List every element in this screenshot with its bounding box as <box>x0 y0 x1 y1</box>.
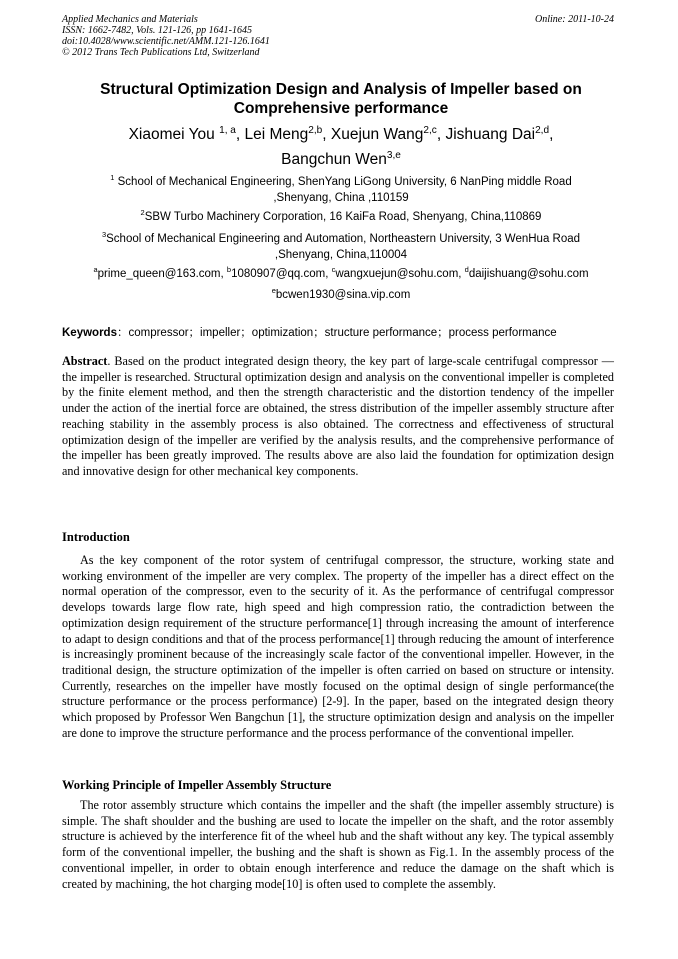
email-address: 1080907@qq.com, <box>231 268 329 280</box>
author-affiliation-mark: 2,d <box>535 124 550 136</box>
author-affiliation-mark: 1, a <box>219 124 236 136</box>
email-mark: e <box>271 286 276 296</box>
affiliation <box>62 174 620 206</box>
section-body <box>62 798 614 892</box>
online-date: Online: 2011-10-24 <box>535 14 614 25</box>
email-address: daijishuang@sohu.com <box>468 268 589 280</box>
affiliation <box>62 231 620 263</box>
affiliation-mark: 1 <box>110 173 115 183</box>
section-heading: Introduction <box>62 530 130 544</box>
author-name: Jishuang Dai <box>445 126 536 143</box>
abstract <box>62 354 614 480</box>
paper-title: Structural Optimization Design and Analysis of Impeller based on Comprehensive performance <box>100 81 582 117</box>
affiliation-mark: 2 <box>140 208 145 218</box>
affiliation-text: SBW Turbo Machinery Corporation, 16 KaiFa Road, Shenyang, China,110869 <box>144 211 542 223</box>
author-name: Xiaomei You <box>128 126 215 143</box>
email-mark: c <box>331 265 336 275</box>
author-name: Lei Meng <box>244 126 309 143</box>
paragraph: As the key component of the rotor system of centrifugal compressor, the structure, working state and working environment of the impeller are very complex. The property of the impeller has a direct effect on the normal operation of the compressor, even to the security of it. As the performance of centrifugal compressor develops towards large flow rate, high speed and high compression ratio, the contradiction between the optimization design requirement of the structure performance[1] through increasing the amount of interference to adapt to design conditions and that of the process performance[1] through reducing the amount of interference is increasingly prominent because of the increasingly scale factor of the conventional impeller. However, in the traditional design, the structure optimization of the impeller is often carried on based on structure or intensity. Currently, researches on the impeller have mostly focused on the optimal design of single performance(the structure performance or the process performance) [2-9]. In the paper, based on the integrated design theory which proposed by Professor Wen Bangchun [1], the structure optimization design and analysis on the impeller are done to improve the structure performance and the process performance of the conventional impeller. <box>62 553 614 740</box>
affiliation-mark: 3 <box>101 230 107 240</box>
email-list <box>62 266 620 282</box>
email-address: prime_queen@163.com, <box>97 268 224 280</box>
author-affiliation-mark: 2,b <box>308 124 323 136</box>
section-body <box>62 553 614 741</box>
abstract-label: Abstract <box>62 354 108 368</box>
email-mark: b <box>226 265 232 275</box>
email-list <box>62 287 620 303</box>
keywords-text: ：compressor；impeller；optimization；structure performance；process performance <box>116 327 557 339</box>
journal-name: Applied Mechanics and Materials <box>62 14 198 25</box>
email-address: bcwen1930@sina.vip.com <box>275 289 411 301</box>
author-name: Xuejun Wang <box>330 126 424 143</box>
author-list: Xiaomei You $^{1, a}$, Lei Meng$^{2,b}$, Xuejun Wang$^{2,c}$, Jishuang Dai$^{2,d}$, Bangchun Wen$^{3,e}$ <box>128 124 554 168</box>
paragraph: The rotor assembly structure which contains the impeller and the shaft (the impeller assembly structure) is simple. The shaft shoulder and the bushing are used to locate the impeller on the shaft, and the rotor assembly structure is achieved by the interference fit of the wheel hub and the shaft without any key. The typical assembly form of the conventional impeller, the bushing and the shaft is shown as Fig.1. In the assembly process of the conventional impeller, in order to obtain enough interference and reduce the damage on the shaft which is created by machining, the hot charging mode[10] is often used to complete the assembly. <box>62 798 614 891</box>
author-affiliation-mark: 2,c <box>423 124 437 136</box>
author-affiliation-mark: 3,e <box>386 149 401 161</box>
abstract-text: . Based on the product integrated design theory, the key part of large-scale centrifugal compressor — the impeller is researched. Structural optimization design and analysis on the conventional impeller is completed by the finite element method, and then the strength characteristic and the distortion tendency of the impeller under the action of the inertial force are obtained, the stress distribution of the impeller assembly structure after reaching stability in the assembly process is also obtained. The correctness and effectiveness of structural optimization design of the impeller are verified by the analysis results, and the comprehensive performance of the impeller has been greatly improved. The results above are also laid the foundation for optimization design and innovative design for other mechanical key components. <box>62 354 614 478</box>
section-heading: Working Principle of Impeller Assembly Structure <box>62 778 332 792</box>
keywords <box>62 324 620 340</box>
email-address: wangxuejun@sohu.com, <box>335 268 462 280</box>
affiliation-text: School of Mechanical Engineering and Automation, Northeastern University, 3 WenHua Road ,Shenyang, China,110004 <box>106 233 581 261</box>
email-mark: d <box>464 265 469 275</box>
keywords-label: Keywords <box>62 327 117 339</box>
affiliation <box>62 209 620 225</box>
issn-line: ISSN: 1662-7482, Vols. 121-126, pp 1641-1645 <box>62 25 252 36</box>
affiliation-text: School of Mechanical Engineering, ShenYang LiGong University, 6 NanPing middle Road ,Shenyang, China ,110159 <box>117 176 572 204</box>
doi-line: doi:10.4028/www.scientific.net/AMM.121-126.1641 <box>62 36 270 47</box>
author-name: Bangchun Wen <box>281 151 387 168</box>
email-mark: a <box>93 265 98 275</box>
copyright-line: © 2012 Trans Tech Publications Ltd, Switzerland <box>62 47 260 58</box>
